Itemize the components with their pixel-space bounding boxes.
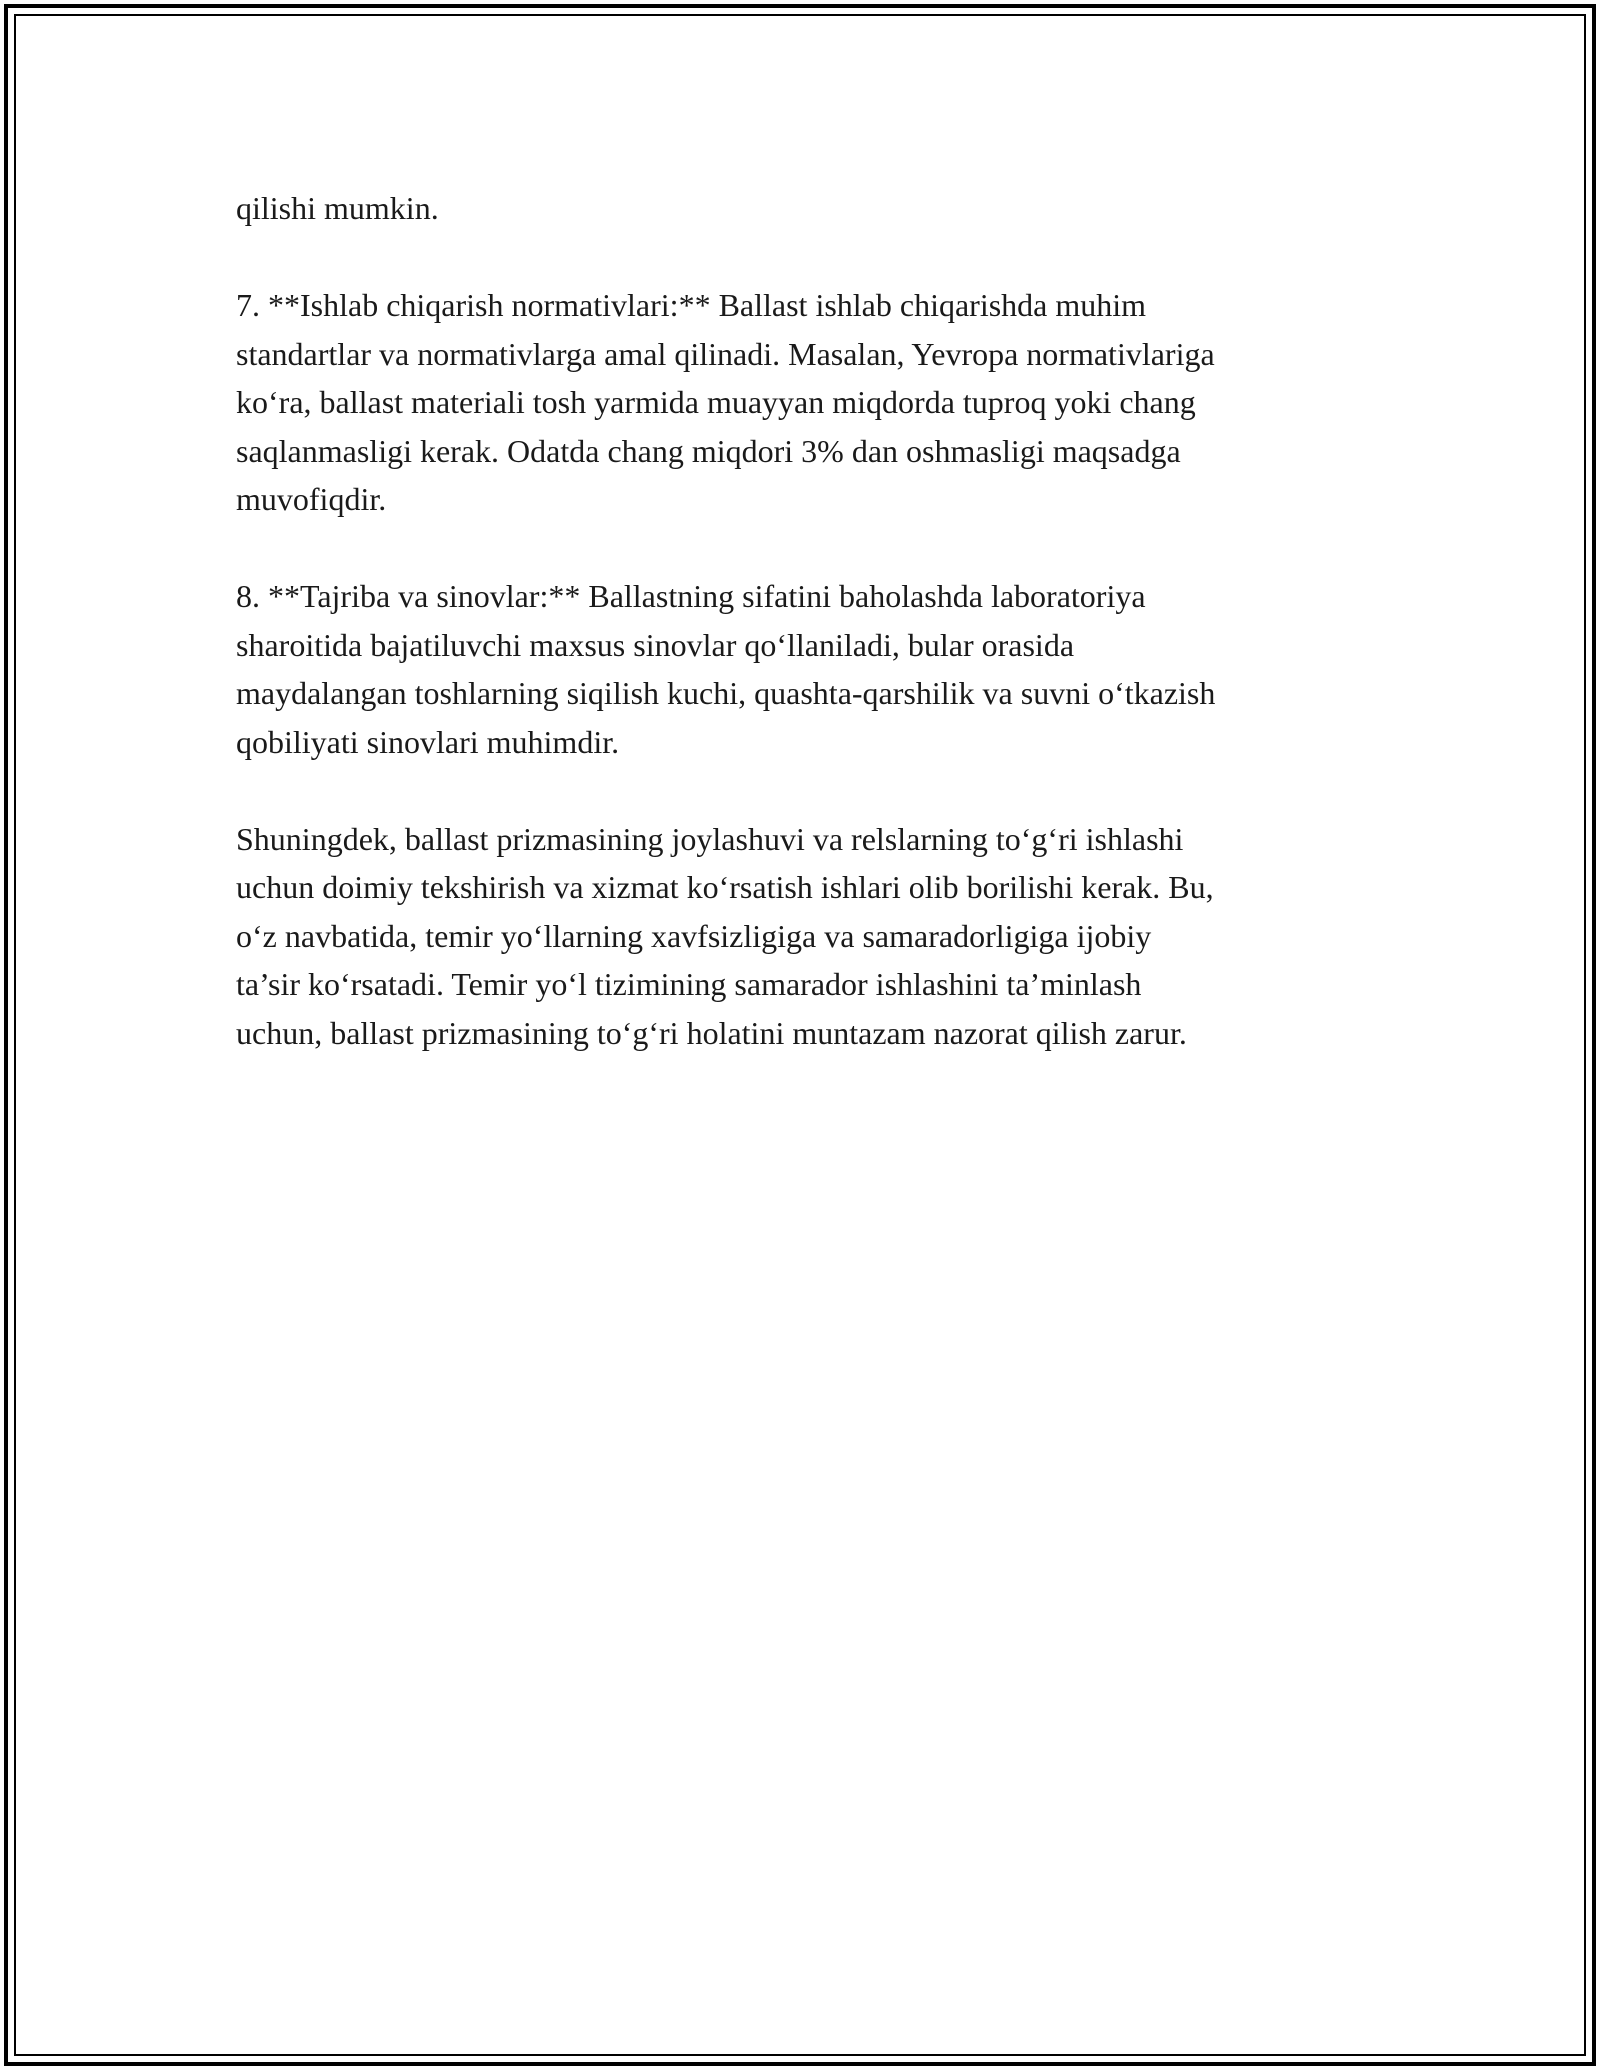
paragraph-item-8-experiments-and-tests: 8. **Tajriba va sinovlar:** Ballastning sifatini baholashda laboratoriya sharoitida bajatiluvchi maxsus sinovlar qo‘llaniladi, bular orasida maydalangan toshlarning siqilish kuchi, quashta-qarshilik va suvni o‘tkazish qobiliyati sinovlari muhimdir. [236, 578, 1216, 760]
paragraph-item-7-production-standards: 7. **Ishlab chiqarish normativlari:** Ballast ishlab chiqarishda muhim standartlar va normativlarga amal qilinadi. Masalan, Yevropa normativlariga ko‘ra, ballast materiali tosh yarmida muayyan miqdorda tuproq yoki chang saqlanmasligi kerak. Odatda chang miqdori 3% dan oshmasligi maqsadga muvofiqdir. [236, 287, 1215, 517]
paragraph-conclusion: Shuningdek, ballast prizmasining joylashuvi va relslarning to‘g‘ri ishlashi uchun doimiy tekshirish va xizmat ko‘rsatish ishlari olib borilishi kerak. Bu, o‘z navbatida, temir yo‘llarning xavfsizligiga va samaradorligiga ijobiy ta’sir ko‘rsatadi. Temir yo‘l tizimining samarador ishlashini ta’minlash uchun, ballast prizmasining to‘g‘ri holatini muntazam nazorat qilish zarur. [236, 820, 1214, 1051]
document-body [236, 184, 1366, 1106]
paragraph-continuation: qilishi mumkin. [236, 190, 439, 226]
